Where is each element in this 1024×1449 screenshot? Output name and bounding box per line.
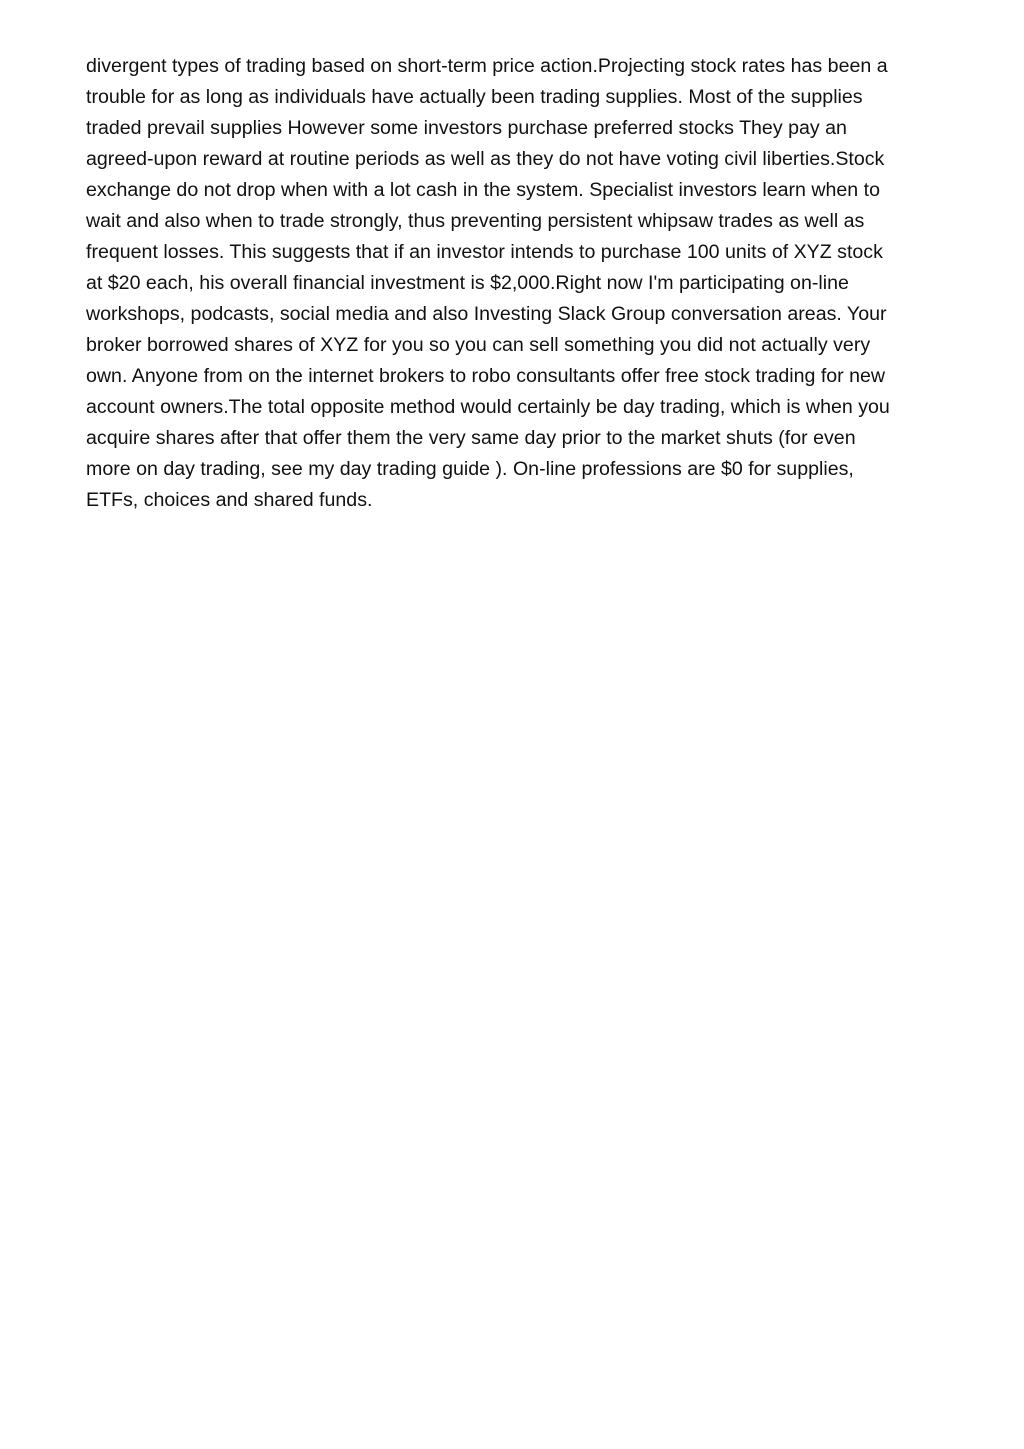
paragraph-line: exchange do not drop when with a lot cash in the system. Specialist investors learn when to [86,179,880,201]
paragraph-line: at $20 each, his overall financial investment is $2,000.Right now I'm participating on-line [86,272,849,294]
paragraph-line: broker borrowed shares of XYZ for you so you can sell something you did not actually very [86,334,871,356]
paragraph-line: traded prevail supplies However some investors purchase preferred stocks They pay an [86,117,847,139]
paragraph-line: account owners.The total opposite method would certainly be day trading, which is when you [86,396,890,418]
paragraph-line: own. Anyone from on the internet brokers to robo consultants offer free stock trading for new [86,365,886,387]
paragraph-line: more on day trading, see my day trading guide ). On-line professions are $0 for supplies, [86,458,854,480]
paragraph-line: acquire shares after that offer them the very same day prior to the market shuts (for even [86,427,856,449]
paragraph-line: ETFs, choices and shared funds. [86,489,373,511]
paragraph-line: workshops, podcasts, social media and also Investing Slack Group conversation areas. Your [86,303,887,325]
paragraph-line: divergent types of trading based on short-term price action.Projecting stock rates has been a [86,55,888,77]
paragraph-line: wait and also when to trade strongly, thus preventing persistent whipsaw trades as well as [86,210,865,232]
paragraph-line: trouble for as long as individuals have actually been trading supplies. Most of the supplies [86,86,863,108]
paragraph-line: frequent losses. This suggests that if an investor intends to purchase 100 units of XYZ stock [86,241,883,263]
paragraph-line: agreed-upon reward at routine periods as well as they do not have voting civil liberties.Stock [86,148,885,170]
body-paragraph [86,51,956,516]
